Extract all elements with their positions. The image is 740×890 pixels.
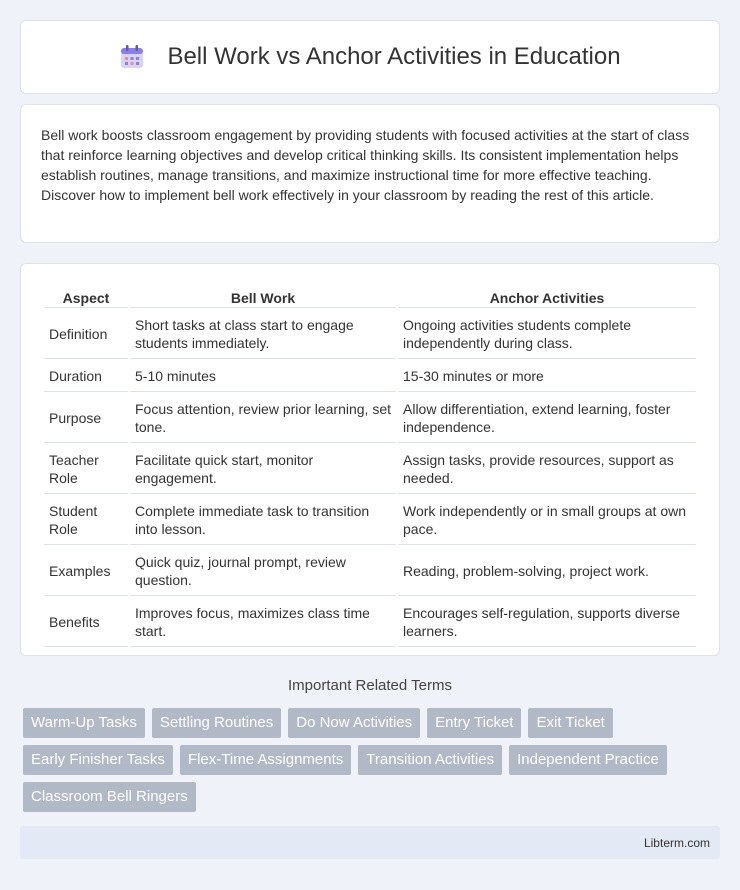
intro-card bbox=[20, 104, 720, 243]
comparison-table bbox=[42, 284, 698, 649]
row-aspect: Definition bbox=[44, 310, 128, 359]
related-term-tag[interactable]: Early Finisher Tasks bbox=[23, 745, 173, 775]
row-anchor: Ongoing activities students complete independently during class. bbox=[398, 310, 696, 359]
footer-brand-link[interactable]: Libterm.com bbox=[643, 836, 710, 850]
intro-text: Bell work boosts classroom engagement by providing students with focused activities at the start of class that reinforce learning objectives and develop critical thinking skills. Its consistent implementation helps establish routines, manage transitions, and maximize instructional time for more effective teaching. Discover how to implement bell work effectively in your classroom by reading the rest of this article. bbox=[41, 127, 690, 203]
row-anchor: Assign tasks, provide resources, support as needed. bbox=[398, 445, 696, 494]
header-aspect: Aspect bbox=[44, 286, 128, 308]
related-term-tag[interactable]: Warm-Up Tasks bbox=[23, 708, 145, 738]
related-term-tag[interactable]: Entry Ticket bbox=[427, 708, 521, 738]
row-bell-work: Improves focus, maximizes class time start. bbox=[130, 598, 396, 647]
calendar-icon bbox=[119, 44, 145, 70]
table-row bbox=[44, 598, 696, 647]
table-row bbox=[44, 445, 696, 494]
row-bell-work: Complete immediate task to transition into lesson. bbox=[130, 496, 396, 545]
row-bell-work: Short tasks at class start to engage students immediately. bbox=[130, 310, 396, 359]
footer bbox=[20, 826, 720, 859]
page-title: Bell Work vs Anchor Activities in Education bbox=[167, 43, 621, 70]
header-bell-work: Bell Work bbox=[130, 286, 396, 308]
row-bell-work: 5-10 minutes bbox=[130, 361, 396, 392]
related-term-tag[interactable]: Independent Practice bbox=[509, 745, 667, 775]
comparison-card bbox=[20, 263, 720, 656]
table-row bbox=[44, 394, 696, 443]
related-term-tag[interactable]: Transition Activities bbox=[358, 745, 502, 775]
related-terms-list bbox=[23, 708, 723, 819]
table-header-row bbox=[44, 286, 696, 308]
row-aspect: Duration bbox=[44, 361, 128, 392]
row-aspect: Examples bbox=[44, 547, 128, 596]
table-row bbox=[44, 547, 696, 596]
row-anchor: Work independently or in small groups at own pace. bbox=[398, 496, 696, 545]
row-anchor: Allow differentiation, extend learning, foster independence. bbox=[398, 394, 696, 443]
row-aspect: Student Role bbox=[44, 496, 128, 545]
row-bell-work: Focus attention, review prior learning, set tone. bbox=[130, 394, 396, 443]
row-aspect: Teacher Role bbox=[44, 445, 128, 494]
related-term-tag[interactable]: Exit Ticket bbox=[528, 708, 612, 738]
row-bell-work: Facilitate quick start, monitor engagement. bbox=[130, 445, 396, 494]
row-aspect: Benefits bbox=[44, 598, 128, 647]
row-anchor: Reading, problem-solving, project work. bbox=[398, 547, 696, 596]
related-term-tag[interactable]: Classroom Bell Ringers bbox=[23, 782, 196, 812]
table-row bbox=[44, 361, 696, 392]
row-bell-work: Quick quiz, journal prompt, review question. bbox=[130, 547, 396, 596]
row-anchor: 15-30 minutes or more bbox=[398, 361, 696, 392]
related-term-tag[interactable]: Do Now Activities bbox=[288, 708, 420, 738]
related-term-tag[interactable]: Flex-Time Assignments bbox=[180, 745, 351, 775]
table-row bbox=[44, 310, 696, 359]
row-aspect: Purpose bbox=[44, 394, 128, 443]
related-terms-heading: Important Related Terms bbox=[288, 677, 452, 694]
row-anchor: Encourages self-regulation, supports diverse learners. bbox=[398, 598, 696, 647]
related-term-tag[interactable]: Settling Routines bbox=[152, 708, 281, 738]
title-card bbox=[20, 20, 720, 94]
table-row bbox=[44, 496, 696, 545]
header-anchor-activities: Anchor Activities bbox=[398, 286, 696, 308]
